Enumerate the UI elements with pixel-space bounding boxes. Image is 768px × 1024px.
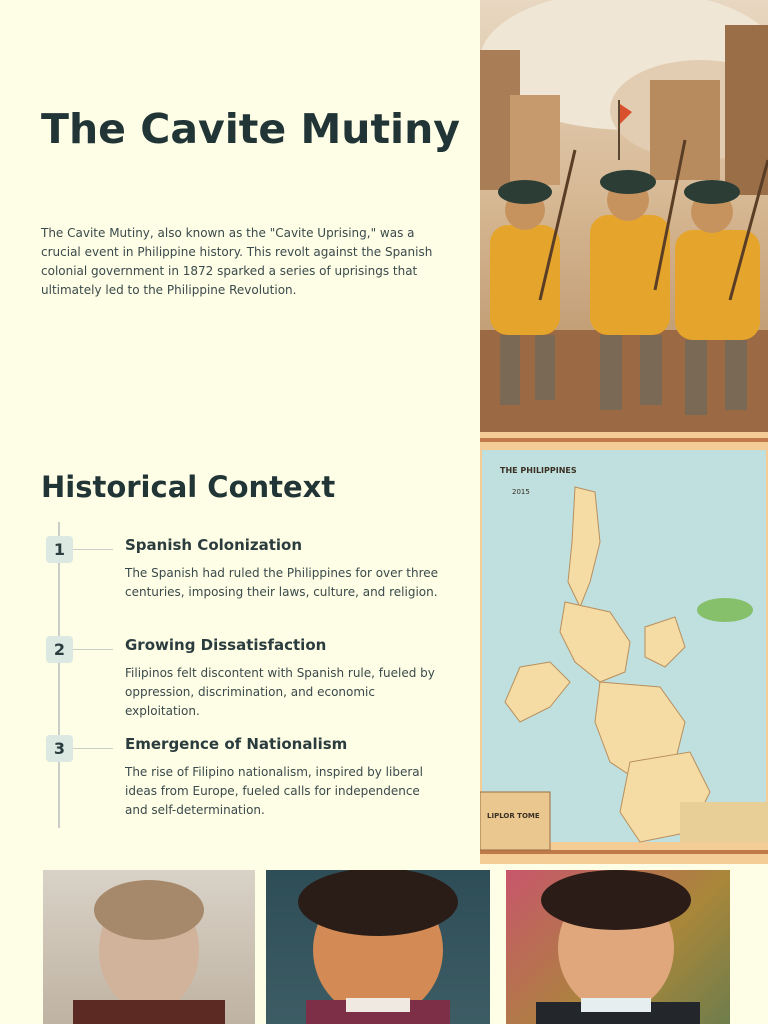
philippines-map-illustration [480, 432, 768, 864]
timeline-connector [73, 649, 113, 650]
timeline-number-badge: 2 [46, 636, 73, 663]
map-cartouche-label: LIPLOR TOME [487, 812, 540, 820]
timeline-connector [73, 549, 113, 550]
soldiers-illustration-art [480, 0, 768, 432]
timeline-item-title: Growing Dissatisfaction [125, 636, 327, 654]
timeline-item-title: Emergence of Nationalism [125, 735, 348, 753]
map-year: 2015 [512, 488, 530, 496]
page-title: The Cavite Mutiny [41, 105, 461, 153]
timeline-item-text: The Spanish had ruled the Philippines for over three centuries, imposing their laws, culture, and religion. [125, 566, 439, 599]
timeline-line [58, 522, 60, 828]
portrait-1 [43, 870, 255, 1024]
portrait-1-art [43, 870, 255, 1024]
timeline-item-text: Filipinos felt discontent with Spanish rule, fueled by oppression, discrimination, and economic exploitation. [125, 666, 435, 718]
soldiers-illustration [480, 0, 768, 432]
portrait-3 [506, 870, 730, 1024]
philippines-map-art [480, 432, 768, 864]
portrait-2-art [266, 870, 490, 1024]
timeline-number-badge: 1 [46, 536, 73, 563]
section-title-historical-context: Historical Context [41, 470, 336, 504]
map-title: THE PHILIPPINES [500, 466, 577, 475]
timeline-item-text: The rise of Filipino nationalism, inspired by liberal ideas from Europe, fueled calls for independence and self-determination. [125, 765, 423, 817]
intro-paragraph: The Cavite Mutiny, also known as the "Cavite Uprising," was a crucial event in Philippine history. This revolt against the Spanish colonial government in 1872 sparked a series of uprisings that ultimately led to the Philippine Revolution. [41, 226, 433, 297]
timeline-number-badge: 3 [46, 735, 73, 762]
timeline-connector [73, 748, 113, 749]
portrait-3-art [506, 870, 730, 1024]
portrait-2 [266, 870, 490, 1024]
timeline-item-title: Spanish Colonization [125, 536, 303, 554]
